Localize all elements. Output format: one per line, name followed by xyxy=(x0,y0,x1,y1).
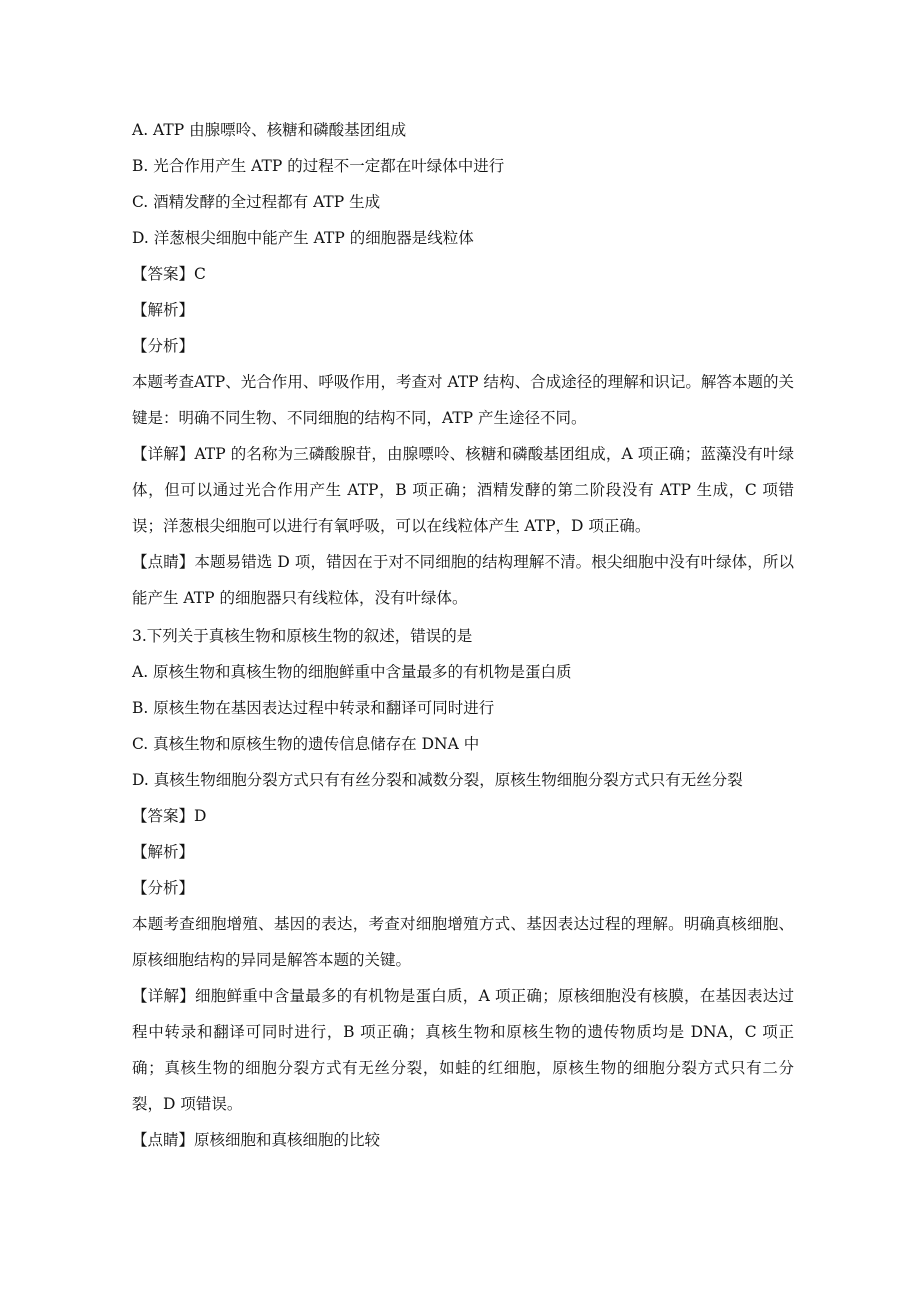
q3-jiexi-heading: 【解析】 xyxy=(132,843,195,861)
q3-answer-line xyxy=(132,806,792,826)
q3-answer-value: D xyxy=(194,807,207,825)
q3-detail-text: 细胞鲜重中含量最多的有机物是蛋白质，A 项正确；原核细胞没有核膜，在基因表达过程中转录和翻译可同时进行，B 项正确；真核生物和原核生物的遗传物质均是 DNA，C 项正确；真核生物的细胞分裂方式有无丝分裂，如蛙的红细胞，原核生物的细胞分裂方式只有二分裂，D 项错误。 xyxy=(132,987,794,1113)
q3-option-c: C. 真核生物和原核生物的遗传信息储存在 DNA 中 xyxy=(132,735,480,753)
q3-option-a: A. 原核生物和真核生物的细胞鲜重中含量最多的有机物是蛋白质 xyxy=(132,663,572,681)
q2-detail-tag: 【详解】 xyxy=(132,445,195,463)
q3-option-b: B. 原核生物在基因表达过程中转录和翻译可同时进行 xyxy=(132,699,495,717)
q2-note-paragraph xyxy=(132,544,794,616)
q2-option-a: A. ATP 由腺嘌呤、核糖和磷酸基团组成 xyxy=(132,121,407,139)
q2-fenxi-heading: 【分析】 xyxy=(132,337,195,355)
q3-note-line xyxy=(132,1130,792,1150)
q2-detail-text: ATP 的名称为三磷酸腺苷，由腺嘌呤、核糖和磷酸基团组成，A 项正确；蓝藻没有叶绿体，但可以通过光合作用产生 ATP，B 项正确；酒精发酵的第二阶段没有 ATP 生成，C 项错误；洋葱根尖细胞可以进行有氧呼吸，可以在线粒体产生 ATP，D 项正确。 xyxy=(132,445,794,535)
q2-option-b: B. 光合作用产生 ATP 的过程不一定都在叶绿体中进行 xyxy=(132,157,505,175)
q2-answer-tag: 【答案】 xyxy=(132,265,195,283)
q3-answer-tag: 【答案】 xyxy=(132,807,195,825)
q2-option-c: C. 酒精发酵的全过程都有 ATP 生成 xyxy=(132,193,381,211)
q2-note-tag: 【点睛】 xyxy=(132,553,195,571)
q2-note-text: 本题易错选 D 项，错因在于对不同细胞的结构理解不清。根尖细胞中没有叶绿体，所以能产生 ATP 的细胞器只有线粒体，没有叶绿体。 xyxy=(132,553,794,607)
q2-option-d: D. 洋葱根尖细胞中能产生 ATP 的细胞器是线粒体 xyxy=(132,229,474,247)
q3-note-text: 原核细胞和真核细胞的比较 xyxy=(194,1131,381,1149)
q2-detail-paragraph xyxy=(132,436,794,544)
q3-fenxi-heading: 【分析】 xyxy=(132,879,195,897)
q3-note-tag: 【点睛】 xyxy=(132,1131,195,1149)
q3-detail-tag: 【详解】 xyxy=(132,987,196,1005)
q2-answer-line xyxy=(132,264,792,284)
q2-jiexi-heading: 【解析】 xyxy=(132,301,195,319)
q3-detail-paragraph xyxy=(132,978,794,1122)
q2-answer-value: C xyxy=(194,265,206,283)
q3-stem: 3.下列关于真核生物和原核生物的叙述，错误的是 xyxy=(132,627,473,645)
q3-option-d: D. 真核生物细胞分裂方式只有有丝分裂和减数分裂，原核生物细胞分裂方式只有无丝分裂 xyxy=(132,771,743,789)
q2-analysis-text: 本题考查ATP、光合作用、呼吸作用，考查对 ATP 结构、合成途径的理解和识记。解答本题的关键是：明确不同生物、不同细胞的结构不同，ATP 产生途径不同。 xyxy=(132,373,794,427)
q3-analysis-text: 本题考查细胞增殖、基因的表达，考查对细胞增殖方式、基因表达过程的理解。明确真核细胞、原核细胞结构的异同是解答本题的关键。 xyxy=(132,915,794,969)
